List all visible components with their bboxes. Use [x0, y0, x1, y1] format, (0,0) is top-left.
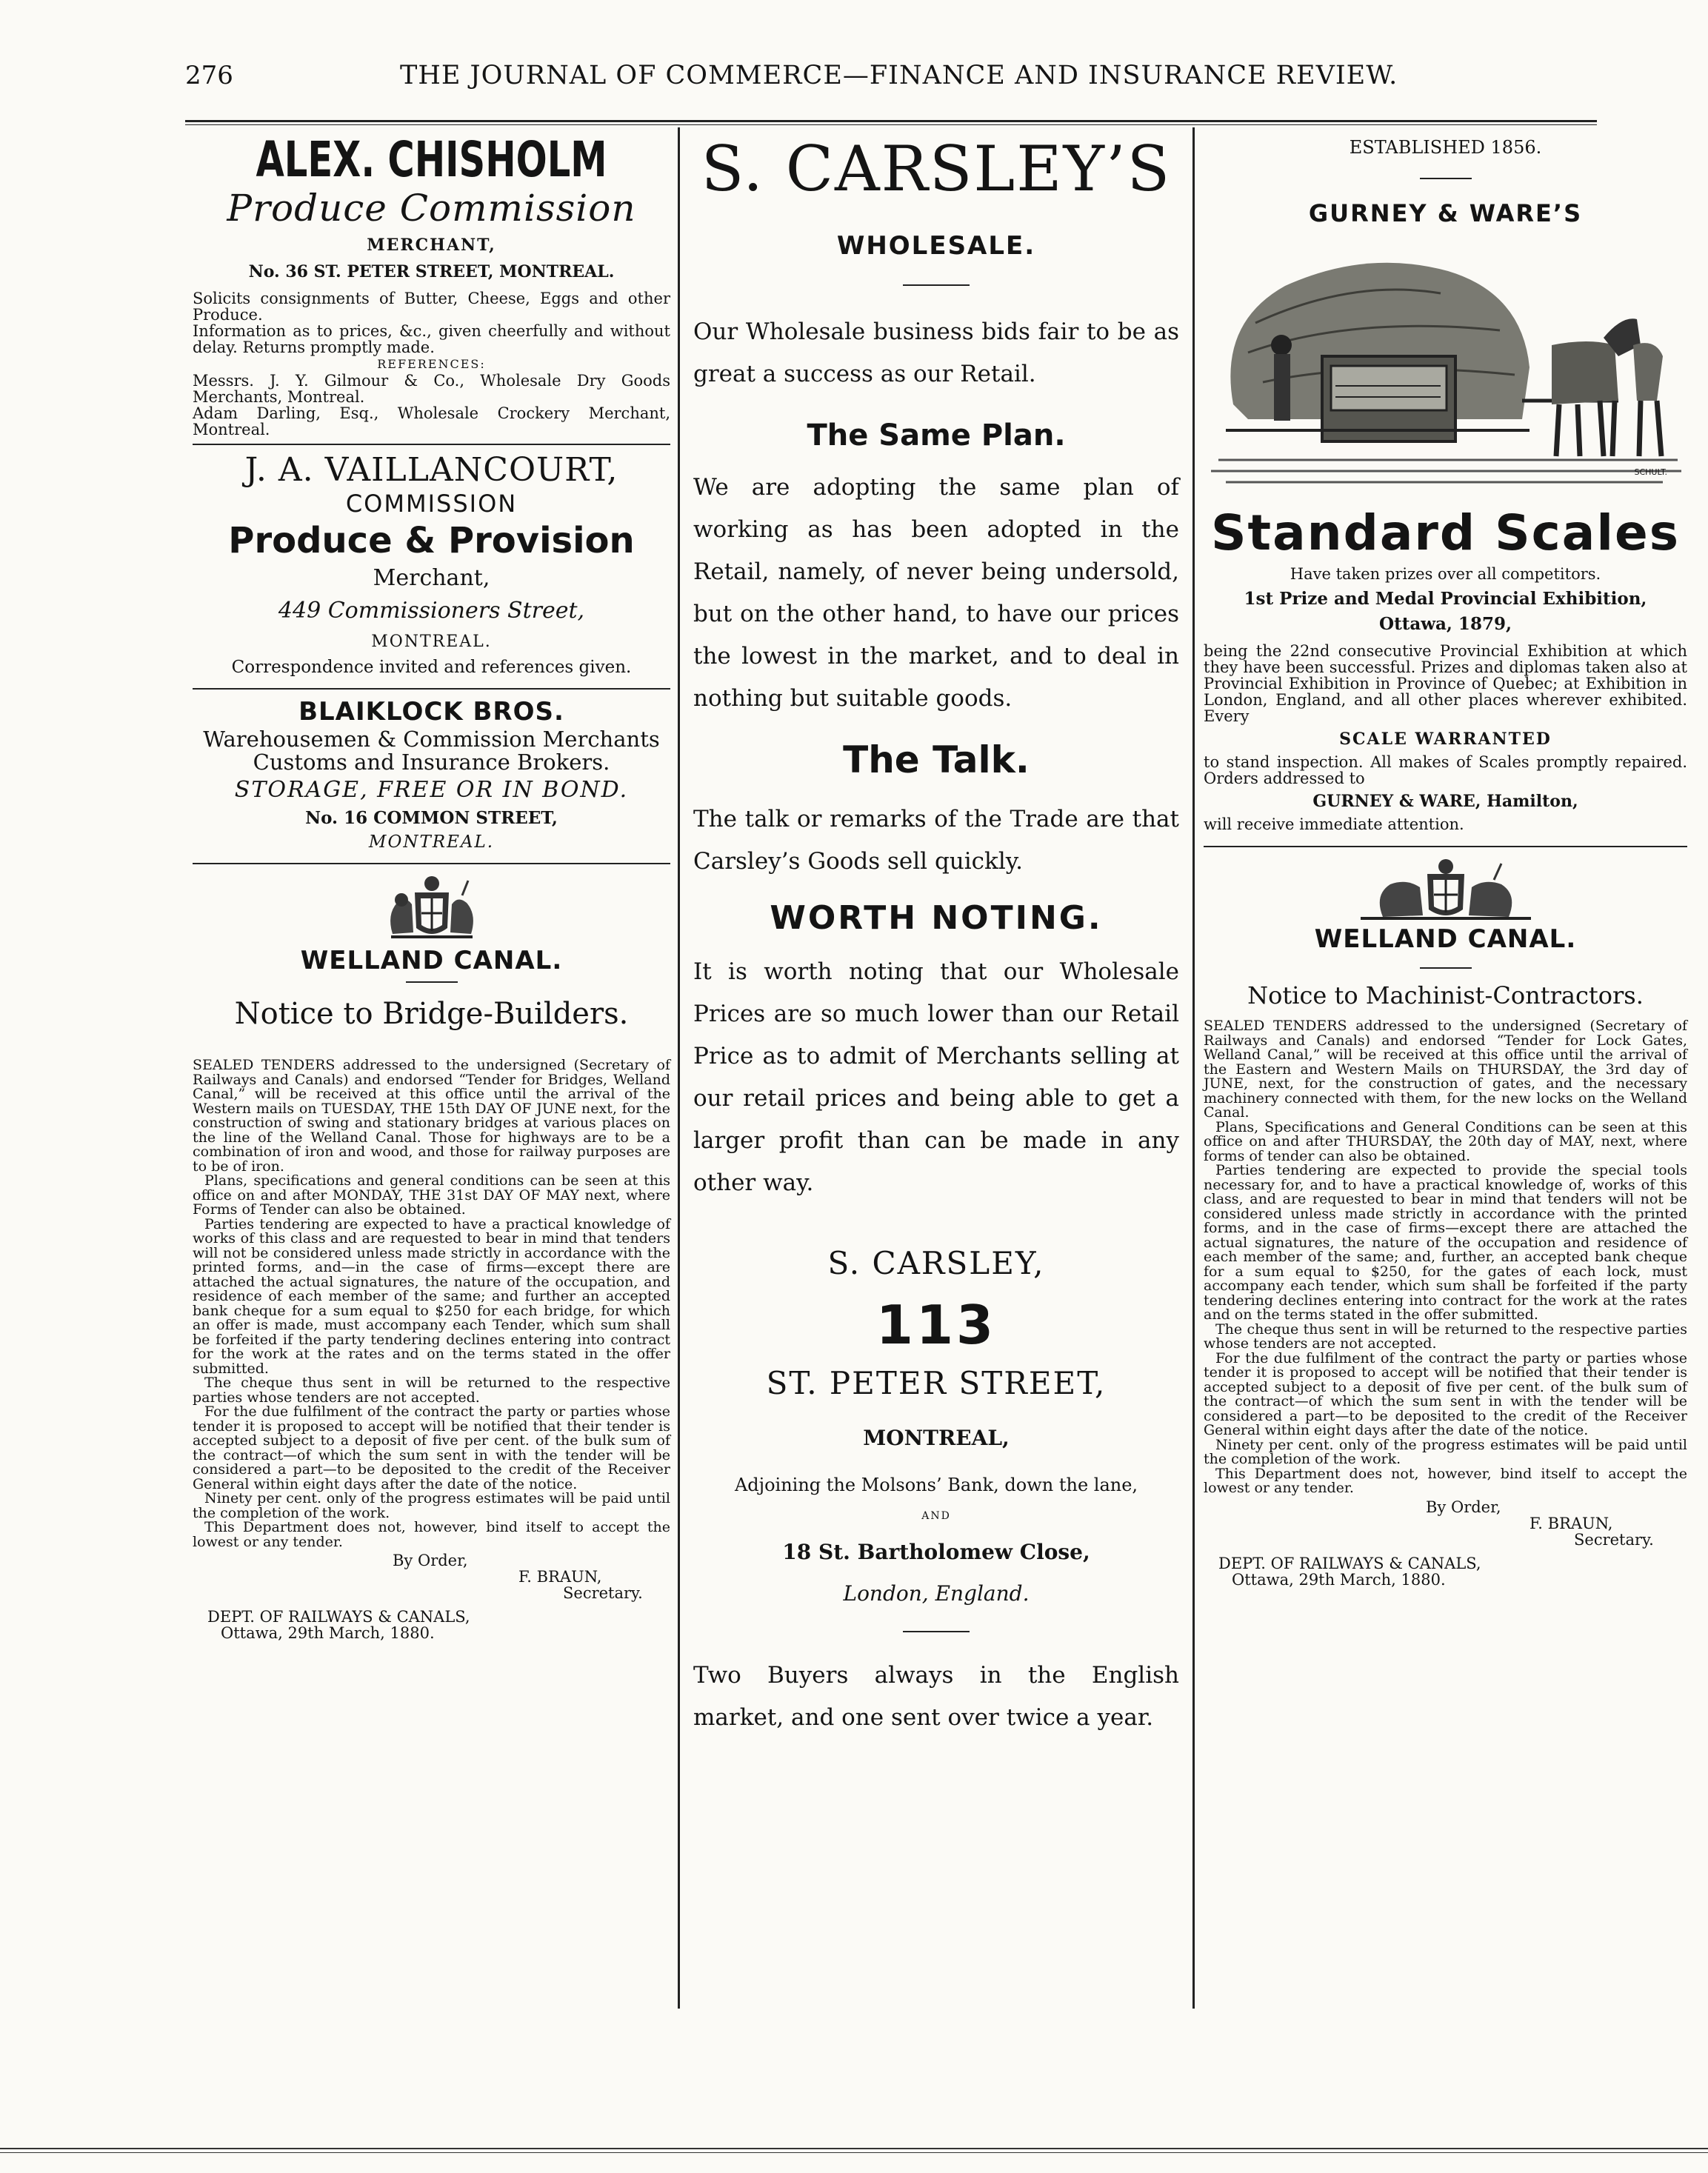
gurney-body2: to stand inspection. All makes of Scales promptly repaired. Orders addressed to — [1204, 753, 1687, 787]
hay-wagon-scale-icon — [1204, 234, 1685, 508]
carsley-number: 113 — [875, 1294, 997, 1356]
welland-dept: DEPT. OF RAILWAYS & CANALS, — [207, 1608, 470, 1626]
short-rule — [406, 981, 458, 983]
divider — [193, 863, 670, 864]
welland-signer: F. BRAUN, — [518, 1568, 602, 1586]
chisholm-address: No. 36 ST. PETER STREET, MONTREAL. — [248, 262, 615, 281]
vaillancourt-name: J. A. VAILLANCOURT, — [244, 451, 618, 489]
header-rule — [185, 120, 1597, 122]
bottom-rule-thin — [0, 2152, 1708, 2153]
vaillancourt-commission: COMMISSION — [345, 490, 518, 518]
scale-warranted: SCALE WARRANTED — [1339, 730, 1552, 749]
welland-p3: Parties tendering are expected to provide the special tools necessary for, and to have a practical knowledge of, works of this class, and are requested to bear in mind that tenders will not be considered unless made strictly in accordance with the printed forms, and in the case of firms—except there are attached the actual signatures, the nature of the occupation and residence of each member of the same; and, further, an accepted bank cheque for a sum equal to $250, for the gates of each lock, must accompany each tender, which sum shall be forfeited if the party tendering declines entering into contract for the work at the rates and on the terms stated in the offer submitted. — [1204, 1162, 1687, 1323]
chisholm-role: MERCHANT, — [367, 236, 496, 255]
chisholm-name: ALEX. CHISHOLM — [256, 131, 607, 188]
welland-p5: For the due fulfilment of the contract the party or parties whose tender it is proposed to accept will be notified that their tender is accepted subject to a deposit of five per cent. of the bulk sum of the contract—of which the sum sent in with the tender will be considered a part—to be deposited to the credit of the Receiver General within eight days after the date of the notice. — [193, 1403, 670, 1492]
carsley-title: S. CARSLEY’S — [701, 133, 1172, 205]
welland-p6: Ninety per cent. only of the progress estimates will be paid until the completion of the work. — [1204, 1436, 1687, 1467]
vaillancourt-city: MONTREAL. — [371, 632, 492, 651]
welland-p1: SEALED TENDERS addressed to the undersigned (Secretary of Railways and Canals) and endorsed “Tender for Bridges, Welland Canal,” will be received at this office until the arrival of the Western mails on TUESDAY, THE 15th DAY OF JUNE next, for the construction of swing and stationary bridges at various places on the line of the Welland Canal. Those for highways are to be a combination of iron and wood, and those for railway purposes are to be of iron. — [193, 1057, 670, 1175]
welland-p3: Parties tendering are expected to have a practical knowledge of works of this class and are requested to bear in mind that tenders will not be considered unless made strictly in accordance with the printed forms, and—in the case of firms—except there are attached the actual signatures, the nature of the occupation, and residence of each member of the same; and further an accepted bank cheque for a sum equal to $250 for each bridge, for which an offer is made, must accompany each Tender, which sum shall be forfeited if the party tendering declines entering into contract for the work at the rates and on the terms stated in the offer submitted. — [193, 1215, 670, 1377]
blaiklock-name: BLAIKLOCK BROS. — [298, 697, 564, 727]
blaiklock-line1: Warehousemen & Commission Merchants — [203, 727, 660, 752]
vaillancourt-merchant: Merchant, — [373, 565, 490, 591]
worth-noting-body: It is worth noting that our Wholesale Prices are so much lower than our Retail Price as to admit of Merchants selling at our retail prices and being able to get a larger profit than can be made in any other way. — [693, 958, 1179, 1196]
chisholm-line1: Solicits consignments of Butter, Cheese, Eggs and other Produce. — [193, 290, 670, 324]
welland-signer-title: Secretary. — [1574, 1530, 1654, 1549]
carsley-street: ST. PETER STREET, — [766, 1365, 1107, 1401]
blaiklock-address: No. 16 COMMON STREET, — [305, 808, 558, 828]
left-column — [185, 130, 678, 1641]
short-rule — [903, 1631, 970, 1632]
blaiklock-line2: Customs and Insurance Brokers. — [253, 750, 610, 775]
talk-heading: The Talk. — [843, 738, 1030, 781]
carsley-adjoining: Adjoining the Molsons’ Bank, down the lane, — [734, 1475, 1138, 1495]
vaillancourt-trade: Produce & Provision — [228, 520, 635, 561]
welland-p5: For the due fulfilment of the contract the party or parties whose tender it is proposed to accept will be notified that their tender is accepted subject to a deposit of five per cent. of the bulk sum of the contract—of which the sum sent in with the tender will be considered a part—to be deposited to the credit of the Receiver General within eight days after the date of the notice. — [1204, 1349, 1687, 1438]
vaillancourt-note: Correspondence invited and references given. — [231, 658, 632, 677]
journal-title: THE JOURNAL OF COMMERCE—FINANCE AND INSURANCE REVIEW. — [400, 61, 1398, 90]
gurney-attention: will receive immediate attention. — [1204, 815, 1464, 833]
welland-p4: The cheque thus sent in will be returned to the respective parties whose tenders are not accepted. — [1204, 1321, 1687, 1352]
welland-bridge-notice — [193, 870, 670, 1641]
welland-p2: Plans, specifications and general conditions can be seen at this office on and after MONDAY, THE 31st DAY OF MAY next, where Forms of Tender can also be obtained. — [193, 1172, 670, 1218]
royal-coat-of-arms-icon — [376, 870, 487, 944]
gurney-prizes: Have taken prizes over all competitors. — [1290, 565, 1601, 583]
standard-scales-title: Standard Scales — [1210, 504, 1681, 561]
talk-body: The talk or remarks of the Trade are that Carsley’s Goods sell quickly. — [693, 806, 1179, 875]
chisholm-ref2: Adam Darling, Esq., Wholesale Crockery Merchant, Montreal. — [193, 404, 670, 438]
carsley-column — [680, 130, 1192, 1739]
welland-p1: SEALED TENDERS addressed to the undersigned (Secretary of Railways and Canals) and endorsed “Tender for Lock Gates, Welland Canal,” will be received at this office until the arrival of the Eastern and Western Mails on THURSDAY, the 3rd day of JUNE, next, for the construction of gates, and the necessary machinery connected with them, for the new locks on the Welland Canal. — [1204, 1018, 1687, 1121]
same-plan-body: We are adopting the same plan of working as has been adopted in the Retail, namely, of never being undersold, but on the other hand, to have our prices the lowest in the market, and to deal in nothing but suitable goods. — [693, 474, 1179, 712]
carsley-wholesale: WHOLESALE. — [836, 231, 1036, 261]
welland-machinist-notice — [1204, 858, 1687, 1588]
welland-subtitle: Notice to Bridge-Builders. — [234, 997, 629, 1031]
welland-subtitle: Notice to Machinist-Contractors. — [1247, 981, 1644, 1009]
gurney-address: GURNEY & WARE, Hamilton, — [1312, 792, 1578, 811]
chisholm-ref1: Messrs. J. Y. Gilmour & Co., Wholesale Dry Goods Merchants, Montreal. — [193, 372, 670, 406]
bottom-rule — [0, 2148, 1708, 2149]
chisholm-refs-label: REFERENCES: — [377, 357, 486, 371]
page-header — [185, 53, 1597, 98]
vaillancourt-ad — [193, 451, 670, 679]
welland-date: Ottawa, 29th March, 1880. — [1232, 1570, 1446, 1589]
scale-illustration — [1204, 234, 1685, 508]
welland-dept: DEPT. OF RAILWAYS & CANALS, — [1218, 1554, 1481, 1572]
same-plan-heading: The Same Plan. — [807, 418, 1066, 453]
gurney-established: ESTABLISHED 1856. — [1349, 137, 1542, 158]
carsley-london-address: 18 St. Bartholomew Close, — [782, 1540, 1090, 1564]
blaiklock-ad — [193, 695, 670, 854]
vaillancourt-address: 449 Commissioners Street, — [278, 598, 585, 624]
royal-coat-of-arms-icon — [1338, 858, 1553, 924]
short-rule — [1420, 967, 1472, 969]
divider — [1204, 846, 1687, 847]
blaiklock-city: MONTREAL. — [368, 832, 495, 852]
gurney-body: being the 22nd consecutive Provincial Exhibition at which they have been successful. Prizes and diplomas taken also at Provincial Exhibition in Province of Quebec; at Exhibition in London, England, and all other places wherever exhibited. Every — [1204, 642, 1687, 725]
welland-signer-title: Secretary. — [563, 1584, 643, 1602]
gurney-first-prize: 1st Prize and Medal Provincial Exhibition, Ottawa, 1879, — [1244, 589, 1647, 634]
welland-p4: The cheque thus sent in will be returned to the respective parties whose tenders are not accepted. — [193, 1375, 670, 1406]
chisholm-line2: Information as to prices, &c., given cheerfully and without delay. Returns promptly made. — [193, 322, 670, 356]
carsley-and: AND — [921, 1510, 951, 1522]
short-rule — [1420, 178, 1472, 179]
carsley-city: MONTREAL, — [863, 1426, 1010, 1450]
welland-title: WELLAND CANAL. — [1314, 924, 1577, 954]
gurney-company: GURNEY & WARE’S — [1308, 199, 1583, 227]
carsley-name: S. CARSLEY, — [827, 1245, 1045, 1281]
welland-date: Ottawa, 29th March, 1880. — [221, 1624, 435, 1642]
page-number: 276 — [185, 61, 233, 90]
chisholm-ad — [193, 133, 670, 438]
carsley-intro: Our Wholesale business bids fair to be as great a success as our Retail. — [693, 318, 1179, 387]
carsley-london: London, England. — [843, 1581, 1030, 1606]
divider — [193, 444, 670, 445]
welland-p2: Plans, Specifications and General Conditions can be seen at this office on and after THURSDAY, the 20th day of MAY, next, where forms of tender can also be obtained. — [1204, 1118, 1687, 1164]
welland-signer: F. BRAUN, — [1529, 1514, 1613, 1532]
header-rule-thin — [185, 124, 1597, 125]
welland-title: WELLAND CANAL. — [300, 946, 563, 975]
blaiklock-storage: STORAGE, FREE OR IN BOND. — [234, 777, 629, 803]
welland-p7: This Department does not, however, bind itself to accept the lowest or any tender. — [1204, 1465, 1687, 1496]
welland-by-order: By Order, — [1426, 1498, 1501, 1516]
welland-p7: This Department does not, however, bind itself to accept the lowest or any tender. — [193, 1519, 670, 1550]
chisholm-trade: Produce Commission — [227, 187, 636, 230]
engraver-signature: SCHULT. — [1634, 467, 1667, 477]
welland-p6: Ninety per cent. only of the progress estimates will be paid until the completion of the work. — [193, 1490, 670, 1521]
divider — [193, 688, 670, 690]
carsley-buyers: Two Buyers always in the English market, and one sent over twice a year. — [693, 1662, 1179, 1731]
right-column — [1195, 130, 1687, 1588]
welland-by-order: By Order, — [393, 1552, 468, 1569]
short-rule — [903, 284, 970, 286]
worth-noting-heading: WORTH NOTING. — [770, 899, 1103, 937]
